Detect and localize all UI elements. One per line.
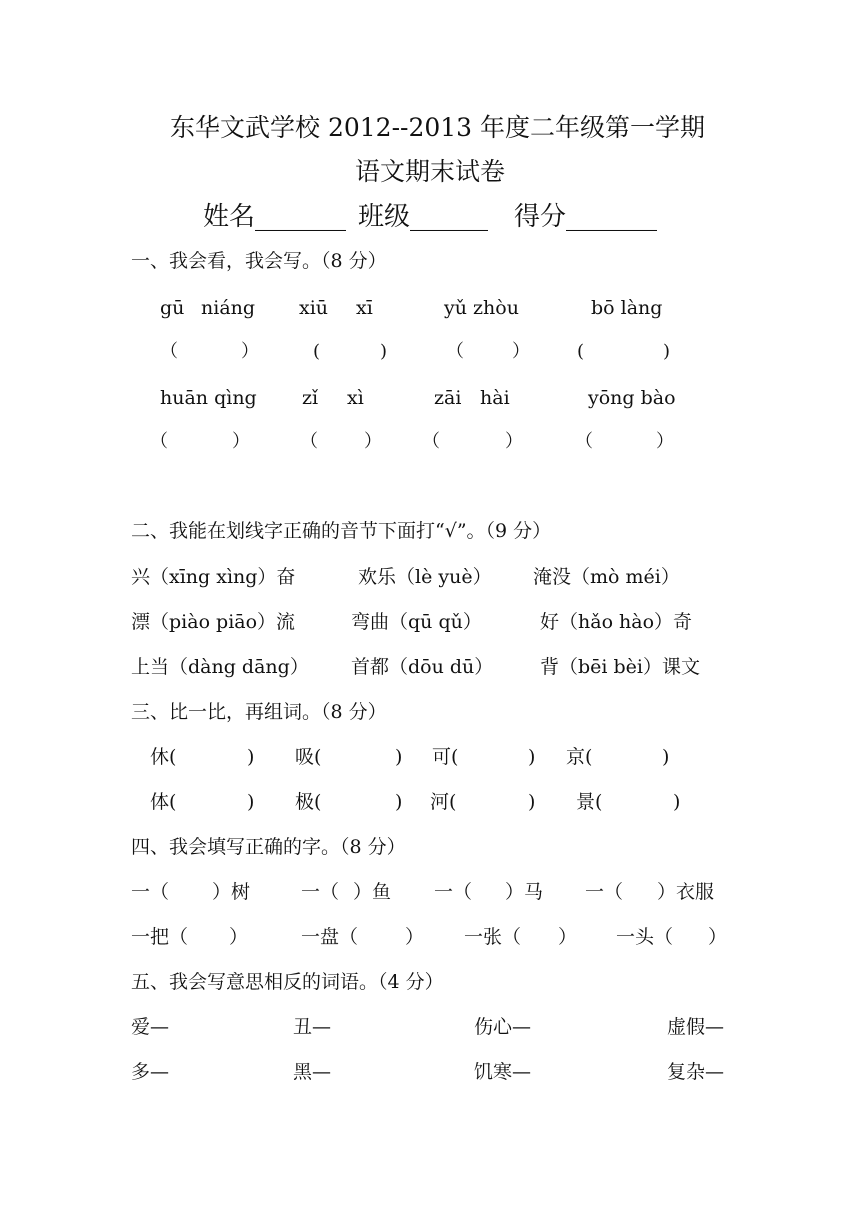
word-group-item: 极( — [295, 791, 322, 813]
pinyin-text: bō làng — [591, 297, 663, 319]
measure-word-item: ）鱼 — [353, 881, 392, 903]
antonym-item: 丑— — [293, 1016, 332, 1038]
measure-word-item: ） — [229, 926, 249, 948]
antonym-item: 虚假— — [667, 1016, 725, 1038]
blank-paren: （ — [160, 341, 178, 362]
pinyin-text: xì — [347, 387, 364, 409]
word-group-item: 体( — [150, 791, 177, 813]
pinyin-choice-item: 好（hǎo hào）奇 — [540, 611, 693, 633]
pinyin-text: xiū — [299, 297, 329, 319]
measure-word-item: 一头（ — [616, 926, 674, 948]
blank-paren: （ — [446, 341, 464, 362]
word-group-item: 京( — [566, 746, 593, 768]
measure-word-item: 一（ — [585, 881, 624, 903]
class-field: 班级______ — [358, 202, 489, 232]
pinyin-text: hài — [480, 387, 510, 409]
section1-heading: 一、我会看，我会写。（8 分） — [131, 250, 387, 272]
pinyin-choice-item: 首都（dōu dū） — [351, 656, 494, 678]
measure-word-item: 一盘（ — [301, 926, 359, 948]
measure-word-item: 一把（ — [131, 926, 189, 948]
blank-paren: （ — [422, 431, 440, 452]
measure-word-item: ） — [708, 926, 728, 948]
word-group-item: ) — [247, 746, 255, 768]
word-group-item: ) — [395, 791, 403, 813]
pinyin-choice-item: 欢乐（lè yuè） — [358, 566, 492, 588]
antonym-item: 多— — [131, 1061, 170, 1083]
measure-word-item: ）树 — [212, 881, 251, 903]
word-group-item: ) — [528, 746, 536, 768]
antonym-item: 黑— — [293, 1061, 332, 1083]
pinyin-text: zǐ — [302, 387, 319, 409]
exam-title-line2: 语文期末试卷 — [355, 157, 506, 186]
blank-paren: ) — [663, 341, 671, 362]
measure-word-item: ） — [405, 926, 425, 948]
blank-paren: ( — [313, 341, 321, 362]
word-group-item: 吸( — [295, 746, 322, 768]
antonym-item: 饥寒— — [474, 1061, 532, 1083]
pinyin-text: huān qìng — [160, 387, 257, 409]
word-group-item: ) — [395, 746, 403, 768]
word-group-item: 休( — [150, 746, 177, 768]
name-field: 姓名_______ — [203, 202, 347, 232]
word-group-item: ) — [247, 791, 255, 813]
antonym-item: 爱— — [131, 1016, 170, 1038]
section4-heading: 四、我会填写正确的字。（8 分） — [131, 836, 406, 858]
measure-word-item: 一张（ — [464, 926, 522, 948]
pinyin-text: yōng bào — [588, 387, 676, 409]
measure-word-item: ）衣服 — [657, 881, 715, 903]
pinyin-text: yǔ zhòu — [444, 297, 519, 319]
word-group-item: ) — [662, 746, 670, 768]
pinyin-choice-item: 弯曲（qū qǔ） — [351, 611, 482, 633]
pinyin-text: zāi — [434, 387, 462, 409]
section5-heading: 五、我会写意思相反的词语。（4 分） — [131, 971, 444, 993]
blank-paren: ） — [241, 341, 259, 362]
section3-heading: 三、比一比，再组词。（8 分） — [131, 701, 387, 723]
score-field: 得分_______ — [514, 202, 658, 232]
blank-paren: ） — [512, 341, 530, 362]
word-group-item: ) — [673, 791, 681, 813]
word-group-item: 可( — [432, 746, 459, 768]
exam-title-line1: 东华文武学校 2012--2013 年度二年级第一学期 — [170, 113, 706, 142]
word-group-item: 景( — [576, 791, 603, 813]
pinyin-text: xī — [356, 297, 373, 319]
blank-paren: （ — [300, 431, 318, 452]
blank-paren: （ — [575, 431, 593, 452]
pinyin-choice-item: 背（bēi bèi）课文 — [540, 656, 701, 678]
measure-word-item: ）马 — [505, 881, 544, 903]
antonym-item: 复杂— — [667, 1061, 725, 1083]
section2-heading: 二、我能在划线字正确的音节下面打“√”。（9 分） — [131, 520, 552, 542]
blank-paren: ） — [232, 431, 250, 452]
pinyin-choice-item: 兴（xīng xìng）奋 — [131, 566, 296, 588]
measure-word-item: ） — [558, 926, 578, 948]
measure-word-item: 一（ — [301, 881, 340, 903]
blank-paren: ( — [577, 341, 585, 362]
pinyin-text: gū — [160, 297, 185, 319]
blank-paren: ） — [656, 431, 674, 452]
blank-paren: ） — [505, 431, 523, 452]
pinyin-choice-item: 漂（piào piāo）流 — [131, 611, 296, 633]
antonym-item: 伤心— — [474, 1016, 532, 1038]
pinyin-choice-item: 淹没（mò méi） — [533, 566, 680, 588]
blank-paren: ） — [364, 431, 382, 452]
blank-paren: （ — [150, 431, 168, 452]
measure-word-item: 一（ — [434, 881, 473, 903]
word-group-item: ) — [528, 791, 536, 813]
pinyin-text: niáng — [201, 297, 256, 319]
measure-word-item: 一（ — [131, 881, 170, 903]
blank-paren: ) — [380, 341, 388, 362]
pinyin-choice-item: 上当（dàng dāng） — [131, 656, 309, 678]
word-group-item: 河( — [430, 791, 457, 813]
